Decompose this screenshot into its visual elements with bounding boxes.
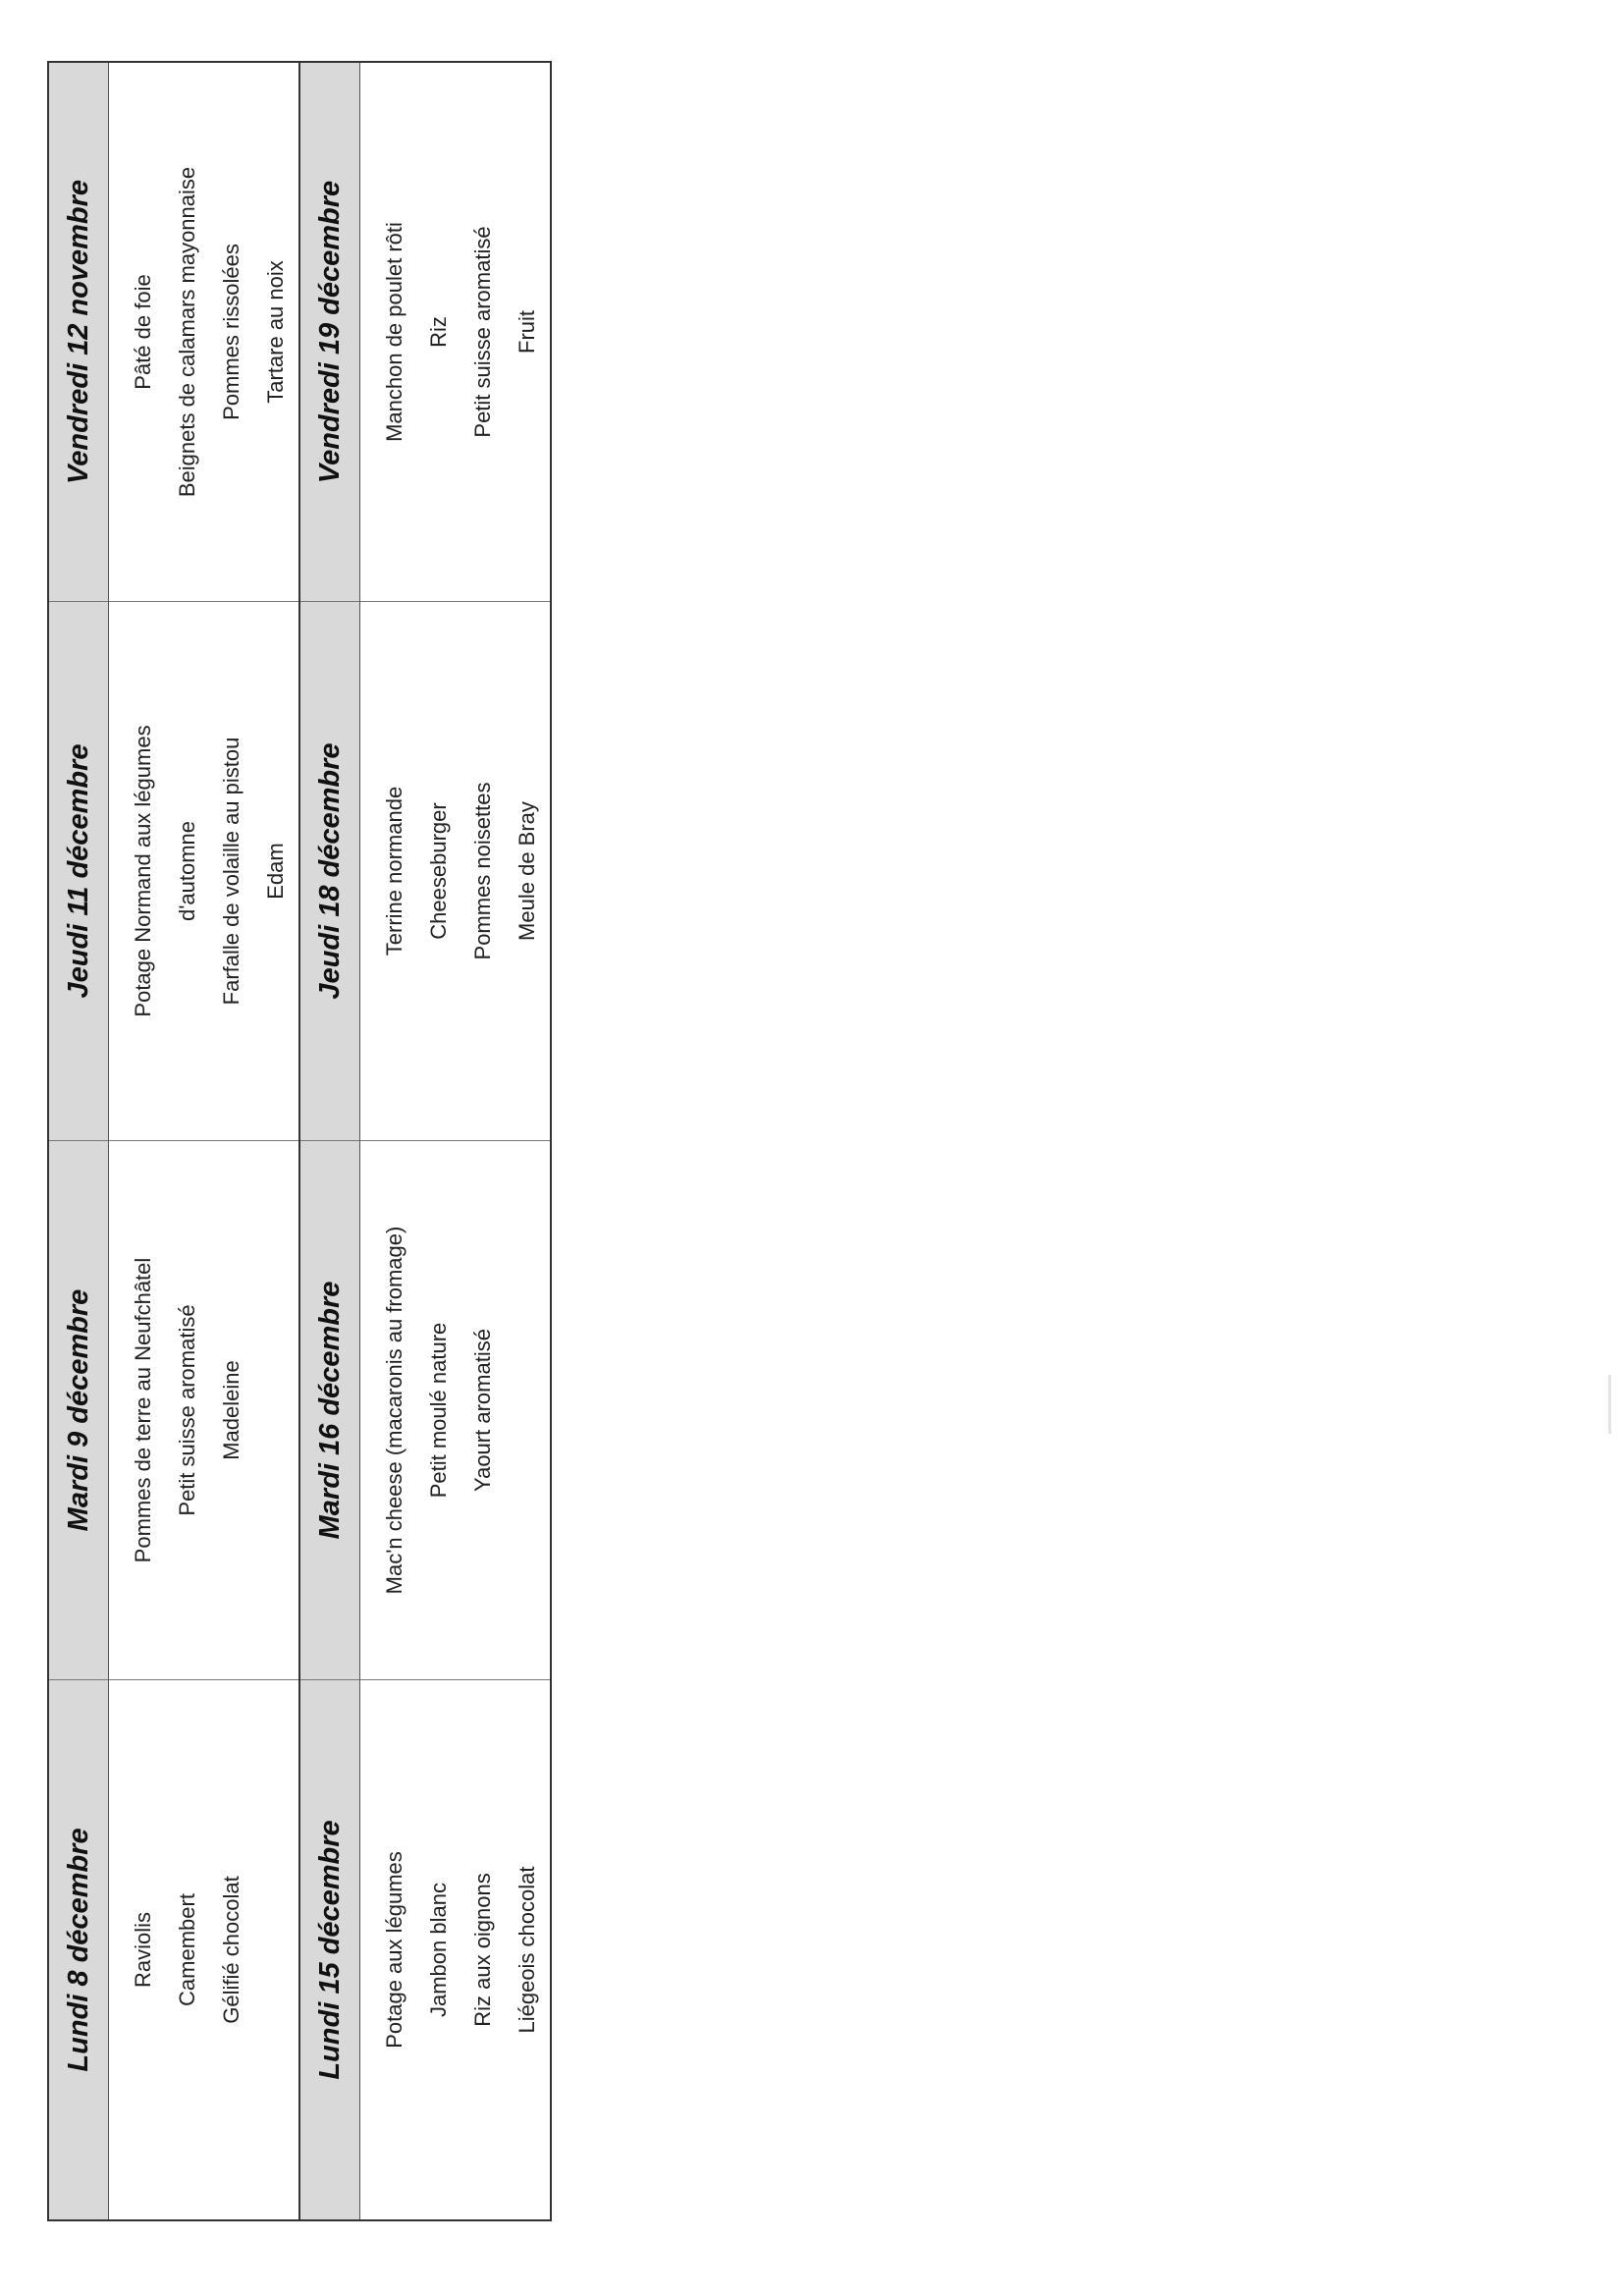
- scan-mark: [1608, 1375, 1611, 1434]
- day-menu-thursday: [109, 602, 298, 1141]
- menu-item: Petit suisse aromatisé: [470, 226, 495, 438]
- menu-item: Raviolis: [131, 1911, 155, 1989]
- menu-item: Fruit: [514, 310, 539, 354]
- day-menu-tuesday: [360, 1141, 550, 1680]
- day-menu-monday: [109, 1680, 298, 2219]
- day-menu-thursday: [360, 602, 550, 1141]
- menu-item: Liégeois chocolat: [514, 1866, 539, 2034]
- menu-item: Petit moulé nature: [426, 1322, 451, 1499]
- menu-item: Potage aux légumes: [382, 1851, 406, 2049]
- week-1-menu-row: [109, 63, 298, 2219]
- day-menu-tuesday: [109, 1141, 298, 1680]
- menu-item: Yaourt aromatisé: [470, 1329, 495, 1492]
- menu-item: Edam: [263, 843, 288, 900]
- menu-item: Tartare au noix: [263, 260, 288, 404]
- menu-item: Pommes noisettes: [470, 782, 495, 960]
- day-header-friday: Vendredi 19 décembre: [300, 63, 359, 602]
- menu-item: Madeleine: [219, 1360, 244, 1460]
- day-header-monday: Lundi 8 décembre: [62, 1828, 94, 2072]
- day-menu-monday: [360, 1680, 550, 2219]
- day-header-thursday: Jeudi 11 décembre: [49, 602, 108, 1141]
- week-2-header-row: [300, 63, 360, 2219]
- week-2: [298, 63, 550, 2219]
- day-header-monday: Lundi 15 décembre: [313, 1820, 346, 2080]
- menu-item: Jambon blanc: [426, 1883, 451, 2017]
- menu-item: Mac'n cheese (macaronis au fromage): [382, 1226, 406, 1595]
- menu-item: Gélifié chocolat: [219, 1876, 244, 2024]
- menu-item: Meule de Bray: [514, 801, 539, 941]
- day-header-thursday: Jeudi 18 décembre: [300, 602, 359, 1141]
- menu-item: Beignets de calamars mayonnaise: [175, 166, 199, 498]
- week-1-header-row: [49, 63, 109, 2219]
- day-header-tuesday: Mardi 9 décembre: [49, 1141, 108, 1680]
- menu-item: Cheeseburger: [426, 802, 451, 940]
- day-menu-friday: [360, 63, 550, 602]
- menu-item: Farfalle de volaille au pistou: [219, 737, 244, 1006]
- menu-item: Manchon de poulet rôti: [382, 222, 406, 442]
- day-header-tuesday: Mardi 16 décembre: [300, 1141, 359, 1680]
- menu-item: d'automne: [175, 820, 199, 922]
- menu-item: Pommes rissolées: [219, 244, 244, 420]
- menu-item: Pâté de foie: [131, 274, 155, 390]
- menu-item: Pommes de terre au Neufchâtel: [131, 1257, 155, 1563]
- week-2-menu-row: [360, 63, 550, 2219]
- menu-item: Potage Normand aux légumes: [131, 725, 155, 1017]
- week-1: [49, 63, 298, 2219]
- menu-item: Riz aux oignons: [470, 1873, 495, 2027]
- menu-table: [47, 61, 552, 2221]
- menu-item: Terrine normande: [382, 786, 406, 957]
- day-menu-friday: [109, 63, 298, 602]
- menu-item: Petit suisse aromatisé: [175, 1304, 199, 1516]
- menu-item: Camembert: [175, 1893, 199, 2006]
- menu-item: Riz: [426, 316, 451, 348]
- menu-table-rotated: [47, 61, 552, 2221]
- day-header-friday: Vendredi 12 novembre: [49, 63, 108, 602]
